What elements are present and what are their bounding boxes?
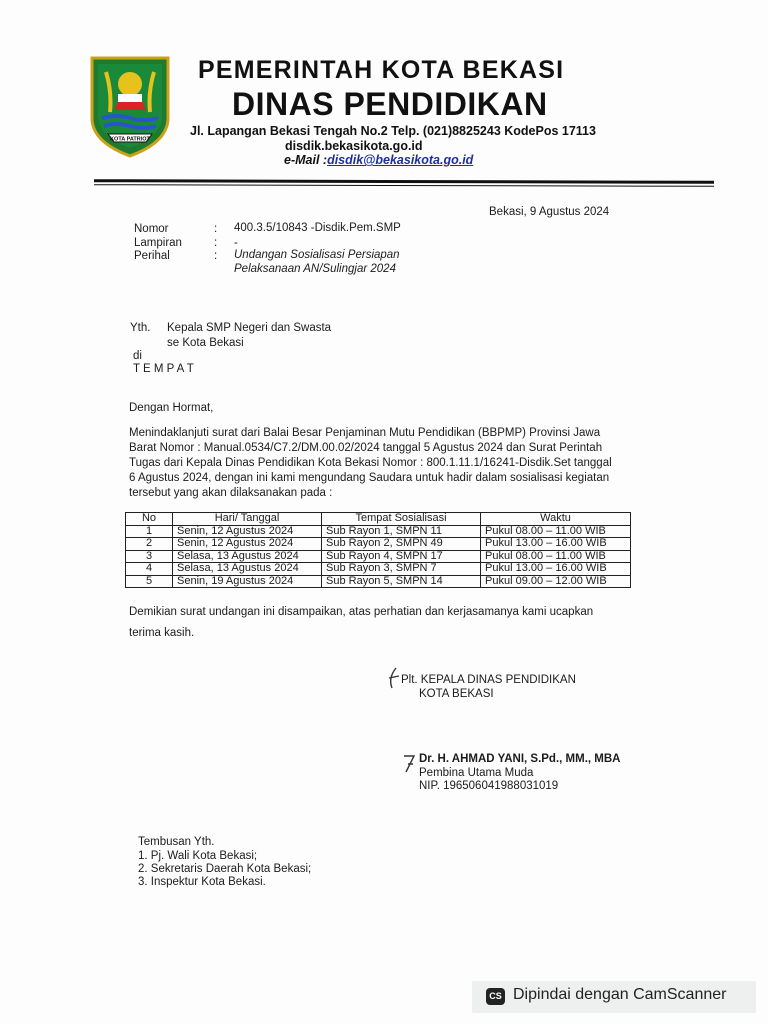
lampiran-value: - — [234, 237, 238, 249]
recipient-yth: Yth. — [130, 322, 151, 334]
header-date: Hari/ Tanggal — [173, 513, 322, 526]
signatory-nip: NIP. 196506041988031019 — [419, 780, 559, 792]
lampiran-colon: : — [214, 237, 218, 249]
body-line: Tugas dari Kepala Dinas Pendidikan Kota Bekasi Nomor : 800.1.11.1/16241-Disdik.Set tanggal — [129, 457, 612, 469]
body-line: tersebut yang akan dilaksanakan pada : — [129, 487, 333, 499]
cell-no: 1 — [126, 525, 173, 538]
svg-text:KOTA PATRIOT: KOTA PATRIOT — [110, 136, 150, 143]
paraf-mark-icon — [386, 666, 402, 692]
body-paragraph — [129, 426, 633, 501]
cell-no: 4 — [126, 563, 173, 576]
cell-date: Senin, 19 Agustus 2024 — [173, 575, 322, 588]
body-line: Menindaklanjuti surat dari Balai Besar Penjaminan Mutu Pendidikan (BBPMP) Provinsi Jawa — [129, 427, 601, 439]
header-no: No — [126, 513, 173, 526]
perihal-value-line2: Pelaksanaan AN/Sulingjar 2024 — [234, 263, 396, 275]
cell-no: 3 — [126, 550, 173, 563]
signatory-title-line1: Plt. KEPALA DINAS PENDIDIKAN — [401, 674, 576, 686]
table-row — [126, 563, 631, 576]
table-row — [126, 575, 631, 588]
cell-venue: Sub Rayon 4, SMPN 17 — [322, 550, 481, 563]
org-website: disdik.bekasikota.go.id — [285, 139, 423, 153]
letter-date: Bekasi, 9 Agustus 2024 — [489, 206, 610, 218]
cell-date: Senin, 12 Agustus 2024 — [173, 525, 322, 538]
cell-no: 2 — [126, 538, 173, 551]
body-line: Barat Nomor : Manual.0534/C7.2/DM.00.02/2024 tanggal 5 Agustus 2024 dan Surat Perintah — [129, 442, 603, 454]
signatory-rank: Pembina Utama Muda — [419, 767, 534, 779]
header-venue: Tempat Sosialisasi — [322, 513, 481, 526]
recipient-place: T E M P A T — [133, 363, 194, 375]
schedule-table — [125, 512, 631, 588]
recipient-di: di — [133, 350, 142, 362]
tembusan-heading: Tembusan Yth. — [138, 836, 215, 848]
table-row — [126, 538, 631, 551]
signature-mark-icon — [401, 752, 417, 778]
cell-date: Selasa, 13 Agustus 2024 — [173, 563, 322, 576]
body-line: 6 Agustus 2024, dengan ini kami mengundang Saudara untuk hadir dalam sosialisasi kegiatan — [129, 472, 610, 484]
tembusan-item: 2. Sekretaris Daerah Kota Bekasi; — [138, 863, 312, 875]
org-name-line1: PEMERINTAH KOTA BEKASI — [198, 56, 565, 84]
cell-venue: Sub Rayon 3, SMPN 7 — [322, 563, 481, 576]
nomor-value: 400.3.5/10843 -Disdik.Pem.SMP — [234, 222, 401, 234]
tembusan-item: 1. Pj. Wali Kota Bekasi; — [138, 850, 258, 862]
email-link[interactable]: disdik@bekasikota.go.id — [327, 153, 474, 167]
org-email-line — [284, 153, 473, 167]
closing-line: terima kasih. — [129, 627, 195, 639]
perihal-value-line1: Undangan Sosialisasi Persiapan — [234, 249, 400, 261]
cell-time: Pukul 09.00 – 12.00 WIB — [481, 575, 631, 588]
header-time: Waktu — [481, 513, 631, 526]
letterhead-divider-thin — [94, 184, 714, 187]
recipient-line2: se Kota Bekasi — [167, 337, 244, 349]
table-header-row — [126, 513, 631, 526]
tembusan-item: 3. Inspektur Kota Bekasi. — [138, 876, 266, 888]
kota-bekasi-emblem-logo — [88, 52, 172, 158]
cell-venue: Sub Rayon 2, SMPN 49 — [322, 538, 481, 551]
camscanner-icon: CS — [486, 988, 505, 1005]
cell-no: 5 — [126, 575, 173, 588]
cell-venue: Sub Rayon 5, SMPN 14 — [322, 575, 481, 588]
cell-time: Pukul 08.00 – 11.00 WIB — [481, 550, 631, 563]
lampiran-label: Lampiran — [134, 237, 182, 249]
table-row — [126, 550, 631, 563]
letterhead-divider-thick — [94, 179, 714, 184]
closing-paragraph — [129, 605, 633, 641]
cell-date: Selasa, 13 Agustus 2024 — [173, 550, 322, 563]
greeting: Dengan Hormat, — [129, 402, 214, 414]
recipient-line1: Kepala SMP Negeri dan Swasta — [167, 322, 332, 334]
signatory-title-line2: KOTA BEKASI — [419, 688, 494, 700]
closing-line: Demikian surat undangan ini disampaikan, atas perhatian dan kerjasamanya kami ucapkan — [129, 606, 594, 618]
email-label: e-Mail : — [284, 153, 328, 167]
cell-venue: Sub Rayon 1, SMPN 11 — [322, 525, 481, 538]
cell-time: Pukul 13.00 – 16.00 WIB — [481, 538, 631, 551]
nomor-label: Nomor — [134, 223, 169, 235]
perihal-label: Perihal — [134, 250, 170, 262]
cell-date: Senin, 12 Agustus 2024 — [173, 538, 322, 551]
cell-time: Pukul 08.00 – 11.00 WIB — [481, 525, 631, 538]
nomor-colon: : — [214, 223, 218, 235]
perihal-colon: : — [214, 250, 218, 262]
org-address: Jl. Lapangan Bekasi Tengah No.2 Telp. (021)8825243 KodePos 17113 — [190, 124, 596, 138]
cell-time: Pukul 13.00 – 16.00 WIB — [481, 563, 631, 576]
camscanner-text: Dipindai dengan CamScanner — [513, 986, 727, 1003]
signatory-name: Dr. H. AHMAD YANI, S.Pd., MM., MBA — [419, 753, 621, 765]
org-name-line2: DINAS PENDIDIKAN — [232, 86, 548, 122]
table-row — [126, 525, 631, 538]
